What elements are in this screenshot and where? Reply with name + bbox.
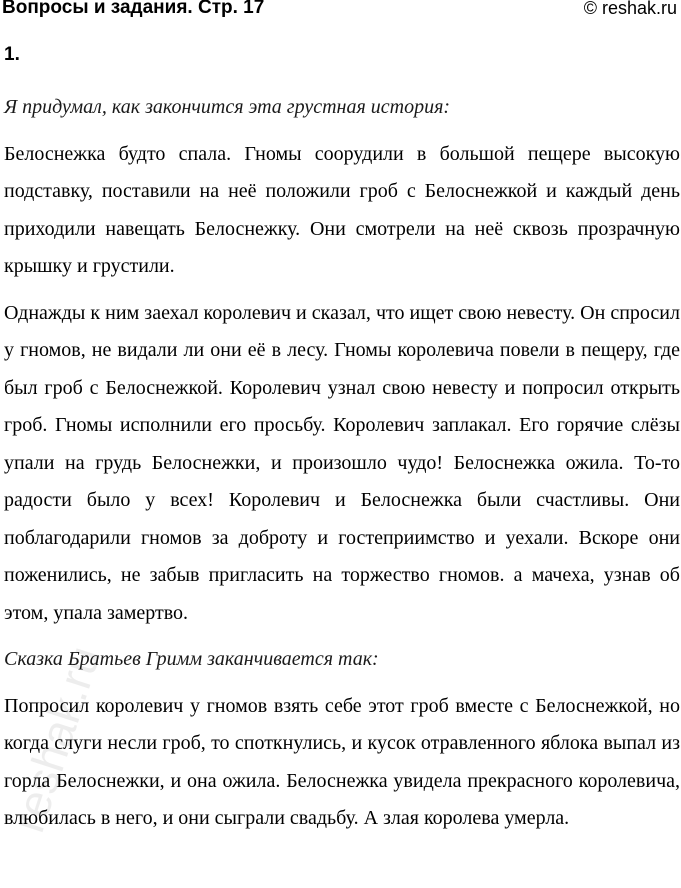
watermark: reshak.ru [1,639,111,839]
question-number: 1. [4,44,20,65]
page-header [2,0,679,21]
section1-label: Я придумал, как закончится эта грустная история: [4,96,451,118]
section2-label: Сказка Братьев Гримм заканчивается так: [4,648,379,670]
page-title: Вопросы и задания. Стр. 17 [2,0,265,18]
answer-content [4,89,680,838]
site-credit[interactable]: © reshak.ru [583,0,677,18]
section2-paragraph-1: Попросил королевич у гномов взять себе этот гроб вместе с Белоснежкой, но когда слуги несли гроб, то споткнулись, и кусок отравленного яблока выпал из горла Белоснежки, и она ожила. Белоснежка увидела прекрасного королевича, влюбилась в него, и они сыграли свадьбу. А злая королева умерла. [4,694,680,829]
section1-paragraph-2: Однажды к ним заехал королевич и сказал, что ищет свою невесту. Он спросил у гномов, не видали ли они её в лесу. Гномы королевича повели в пещеру, где был гроб с Белоснежкой. Королевич узнал свою невесту и попросил открыть гроб. Гномы исполнили его просьбу. Королевич заплакал. Его горячие слёзы упали на грудь Белоснежки, и произошло чудо! Белоснежка ожила. То-то радости было у всех! Королевич и Белоснежка были счастливы. Они поблагодарили гномов за доброту и гостеприимство и уехали. Вскоре они поженились, не забыв пригласить на торжество гномов. а мачеха, узнав об этом, упала замертво. [4,301,680,624]
section1-paragraph-1: Белоснежка будто спала. Гномы соорудили в большой пещере высокую подставку, поставили на неё положили гроб с Белоснежкой и каждый день приходили навещать Белоснежку. Они смотрели на неё сквозь прозрачную крышку и грустили. [4,142,680,277]
